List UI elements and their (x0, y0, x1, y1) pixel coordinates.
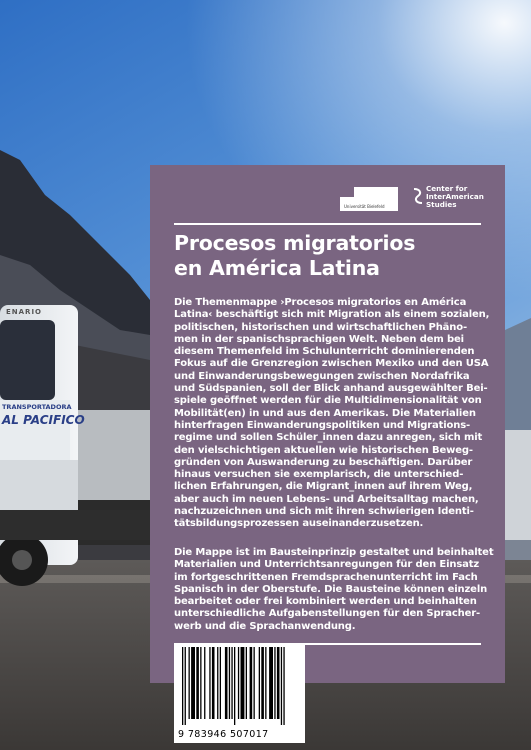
barcode-bar (259, 647, 260, 719)
university-logo (340, 187, 398, 211)
top-divider (174, 223, 481, 225)
barcode-bar (191, 647, 195, 719)
university-logo-text: Universität Bielefeld (344, 204, 385, 209)
cias-logo (412, 185, 507, 215)
university-logo-mark (340, 187, 354, 197)
description-paragraph-1: Die Themenmappe ›Procesos migratorios en América Latina‹ beschäftigt sich mit Migration als einem sozialen, politischen, historischen und wirtschaftlichen Phäno- men in der spanischsprachigen Welt. Neben dem bei diesem Themenfeld im Schulunterricht dominierenden Fokus auf die Grenzregion zwischen Mexiko und den USA und Einwanderungsbewegungen zwischen Nordafrika und Südspanien, soll der Blick anhand ausgewählter Bei- spiele geöffnet werden für die Multidimensionalität von Mobilität(en) in und aus den Amerikas. Die Materialien hinterfragen Einwanderungspolitiken und Migrations- regime und sollen Schüler_innen dazu anregen, sich mit den vielschichtigen aktuellen wie historischen Beweg- gründen von Auswanderung zu beschäftigen. Darüber hinaus versuchen sie exemplarisch, die unterschied- lichen Erfahrungen, die Migrant_innen auf ihrem Weg, aber auch im neuen Lebens- und Arbeitsalltag machen, nachzuzeichnen und sich mit ihren schwierigen Identi- tätsbildungsprozessen auseinanderzusetzen. (174, 297, 490, 530)
truck-brand-line2: AL PACIFICO (2, 413, 85, 427)
isbn-barcode (174, 643, 305, 743)
info-panel (150, 165, 505, 683)
barcode-bar (229, 647, 230, 719)
barcode-bar (277, 647, 280, 719)
cias-logo-text: Center for InterAmerican Studies (426, 184, 484, 209)
barcode-bar (269, 647, 273, 719)
description-paragraph-2: Die Mappe ist im Bausteinprinzip gestaltet und beinhaltet Materialien und Unterrichtsanregungen für den Einsatz im fortgeschrittenen Fremdsprachenunterricht im Fach Spanisch in der Oberstufe. Die Bausteine können einzeln bearbeitet oder frei kombiniert werden und beinhalten unterschiedliche Aufgabenstellungen für den Spracher- werb und die Sprachanwendung. (174, 547, 494, 632)
barcode-bar (204, 647, 205, 719)
barcode-bar (231, 647, 232, 719)
cias-icon (412, 187, 424, 205)
barcode-bar (189, 647, 190, 719)
barcode-bar (283, 647, 284, 725)
barcode-bar (246, 647, 247, 719)
barcode-bar (250, 647, 253, 719)
barcode-bar (200, 647, 201, 719)
isbn-number: 9 783946 507017 (178, 729, 269, 740)
barcode-bar (225, 647, 228, 719)
right-truck (505, 430, 531, 540)
barcode-bar (281, 647, 282, 725)
barcode-bar (274, 647, 275, 719)
barcode-bar (220, 647, 221, 719)
barcode-bar (238, 647, 239, 719)
barcode-bar (254, 647, 255, 719)
barcode-bars (182, 647, 297, 725)
barcode-bar (217, 647, 218, 719)
barcode-bar (212, 647, 215, 719)
barcode-bar (241, 647, 245, 719)
barcode-bar (234, 647, 235, 725)
barcode-bar (265, 647, 266, 719)
barcode-bar (261, 647, 264, 719)
logo-bar (340, 185, 495, 215)
book-title: Procesos migratorios en América Latina (174, 231, 416, 280)
barcode-bar (182, 647, 183, 725)
barcode-bar (185, 647, 186, 725)
barcode-bar (196, 647, 199, 719)
truck-top-text: ENARIO (6, 308, 43, 316)
barcode-bar (209, 647, 210, 719)
truck-brand-line1: TRANSPORTADORA (2, 403, 72, 411)
